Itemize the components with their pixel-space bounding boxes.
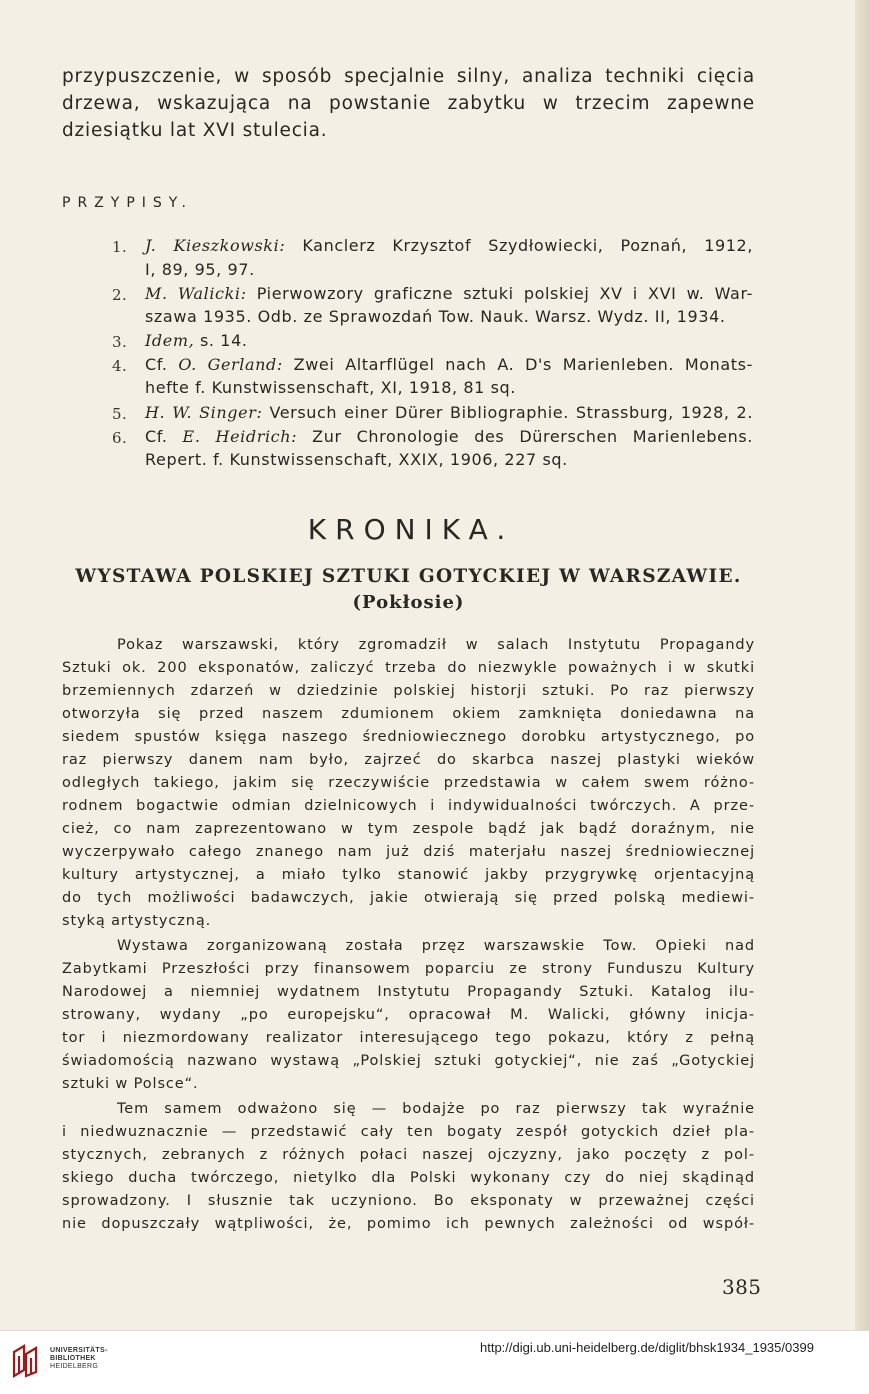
intro-line: przypuszczenie, w sposób specjalnie silny, analiza techniki cięcia bbox=[62, 66, 755, 87]
page-number: 385 bbox=[722, 1275, 762, 1299]
body-line: siedem spustów księga naszego średniowiecznego dorobku artystycznego, po bbox=[62, 729, 755, 745]
footnote-text: Kanclerz Krzysztof Szydłowiecki, Poznań, 1912, bbox=[302, 236, 754, 255]
footnote-text: s. 14. bbox=[199, 331, 248, 350]
footnote-number: 6. bbox=[112, 429, 128, 447]
footnote-number: 5. bbox=[112, 405, 128, 423]
body-line: Zabytkami Przeszłości przy finansowem poparciu ze strony Funduszu Kultury bbox=[62, 961, 755, 977]
body-line: tor i niezmordowany realizator interesującego tego pokazu, który z pełną bbox=[62, 1030, 755, 1046]
footnote-prefix: Cf. bbox=[145, 355, 168, 374]
footnote-text: Versuch einer Dürer Bibliographie. Strassburg, 1928, 2. bbox=[269, 403, 754, 422]
body-line: strowany, wydany „po europejsku“, opracował M. Walicki, główny inicja- bbox=[62, 1007, 755, 1023]
footnote-prefix: Cf. bbox=[145, 427, 168, 446]
body-line: i niedwuznacznie — przedstawić cały ten bogaty zespół gotyckich dzieł pla- bbox=[62, 1124, 755, 1140]
footnote-number: 3. bbox=[112, 333, 128, 351]
footnote-author: O. Gerland: bbox=[178, 355, 283, 374]
body-line: nie dopuszczały wątpliwości, że, pomimo ich pewnych zależności od współ- bbox=[62, 1216, 755, 1232]
body-line: Pokaz warszawski, który zgromadził w salach Instytutu Propagandy bbox=[117, 637, 755, 653]
footnote-author: E. Heidrich: bbox=[182, 427, 298, 446]
library-name-line: BIBLIOTHEK bbox=[50, 1355, 96, 1362]
footnote-number: 1. bbox=[112, 238, 128, 256]
body-line: Wystawa zorganizowaną została przęz warszawskie Tow. Opieki nad bbox=[117, 938, 755, 954]
article-title: WYSTAWA POLSKIEJ SZTUKI GOTYCKIEJ W WARSZAWIE. bbox=[75, 566, 742, 587]
footnote-continuation: I, 89, 95, 97. bbox=[145, 260, 255, 279]
footnote-text: Pierwowzory graficzne sztuki polskiej XV i XVI w. War- bbox=[256, 284, 753, 303]
article-subtitle: (Pokłosie) bbox=[352, 592, 465, 613]
body-line: Tem samem odważono się — bodajże po raz pierwszy tak wyraźnie bbox=[117, 1101, 755, 1117]
body-line: stycznych, zebranych z różnych połaci naszej ojczyzny, jako poczęty z pol- bbox=[62, 1147, 755, 1163]
body-line: skiego ducha twórczego, nietylko dla Polski wykonany czy do niej skądinąd bbox=[62, 1170, 755, 1186]
footnote-continuation: szawa 1935. Odb. ze Sprawozdań Tow. Nauk. Warsz. Wydz. II, 1934. bbox=[145, 307, 726, 326]
body-line: rodnem bogactwie odmian dzielnicowych i indywidualności twórczych. A prze- bbox=[62, 798, 755, 814]
footnotes-heading: PRZYPISY. bbox=[62, 195, 193, 211]
body-line: styką artystyczną. bbox=[62, 913, 212, 929]
university-library-logo-icon bbox=[10, 1344, 40, 1378]
body-line: sztuki w Polsce“. bbox=[62, 1076, 199, 1092]
footnote-continuation: hefte f. Kunstwissenschaft, XI, 1918, 81 sq. bbox=[145, 378, 516, 397]
intro-line: drzewa, wskazująca na powstanie zabytku w trzecim zapewne bbox=[62, 93, 755, 114]
digitization-footer bbox=[0, 1330, 869, 1394]
footnote-author: M. Walicki: bbox=[145, 284, 247, 303]
footnote-number: 4. bbox=[112, 357, 128, 375]
footnote-continuation: Repert. f. Kunstwissenschaft, XXIX, 1906, 227 sq. bbox=[145, 450, 568, 469]
body-line: otworzyła się przed naszem zdumionem okiem zamknięta doniedawna na bbox=[62, 706, 755, 722]
intro-line: dziesiątku lat XVI stulecia. bbox=[62, 120, 328, 141]
footnote-text: Zur Chronologie des Dürerschen Marienlebens. bbox=[312, 427, 753, 446]
page-edge-shadow bbox=[855, 0, 869, 1330]
library-name-line: HEIDELBERG bbox=[50, 1363, 99, 1370]
footnote-number: 2. bbox=[112, 286, 128, 304]
body-line: świadomością nazwano wystawą „Polskiej sztuki gotyckiej“, nie zaś „Gotyckiej bbox=[62, 1053, 755, 1069]
source-url-link[interactable]: http://digi.ub.uni-heidelberg.de/diglit/bhsk1934_1935/0399 bbox=[480, 1340, 814, 1355]
body-line: sprowadzony. I słusznie tak uczyniono. Bo eksponaty w przeważnej części bbox=[62, 1193, 755, 1209]
body-line: odległych takiego, jakim się rzeczywiście przedstawia w całem swem różno- bbox=[62, 775, 755, 791]
body-line: brzemiennych zdarzeń w dziedzinie polskiej historji sztuki. Po raz pierwszy bbox=[62, 683, 755, 699]
library-name bbox=[50, 1347, 108, 1371]
body-line: kultury artystycznej, a miało tylko stanowić jakby przygrywkę orjentacyjną bbox=[62, 867, 755, 883]
body-line: Sztuki ok. 200 eksponatów, zaliczyć trzeba do niezwykle poważnych i w skutki bbox=[62, 660, 755, 676]
library-name-line: UNIVERSITÄTS- bbox=[50, 1347, 108, 1354]
footnote-author: Idem, bbox=[145, 331, 195, 350]
body-line: Narodowej a niemniej wydatnem Instytutu Propagandy Sztuki. Katalog ilu- bbox=[62, 984, 755, 1000]
footnote-author: J. Kieszkowski: bbox=[145, 236, 286, 255]
body-line: do tych możliwości badawczych, jakie otwierają się przed polską mediewi- bbox=[62, 890, 755, 906]
body-line: raz pierwszy danem nam było, zajrzeć do skarbca naszej plastyki wieków bbox=[62, 752, 755, 768]
body-line: wyczerpywało całego znanego nam już dziś materjału naszej średniowiecznej bbox=[62, 844, 755, 860]
body-line: cież, co nam zaprezentowano w tym zespole bądź jak bądź doraźnym, nie bbox=[62, 821, 755, 837]
section-heading: KRONIKA. bbox=[307, 513, 515, 546]
footnote-text: Zwei Altarflügel nach A. D's Marienleben. Monats- bbox=[293, 355, 753, 374]
footnote-author: H. W. Singer: bbox=[145, 403, 263, 422]
